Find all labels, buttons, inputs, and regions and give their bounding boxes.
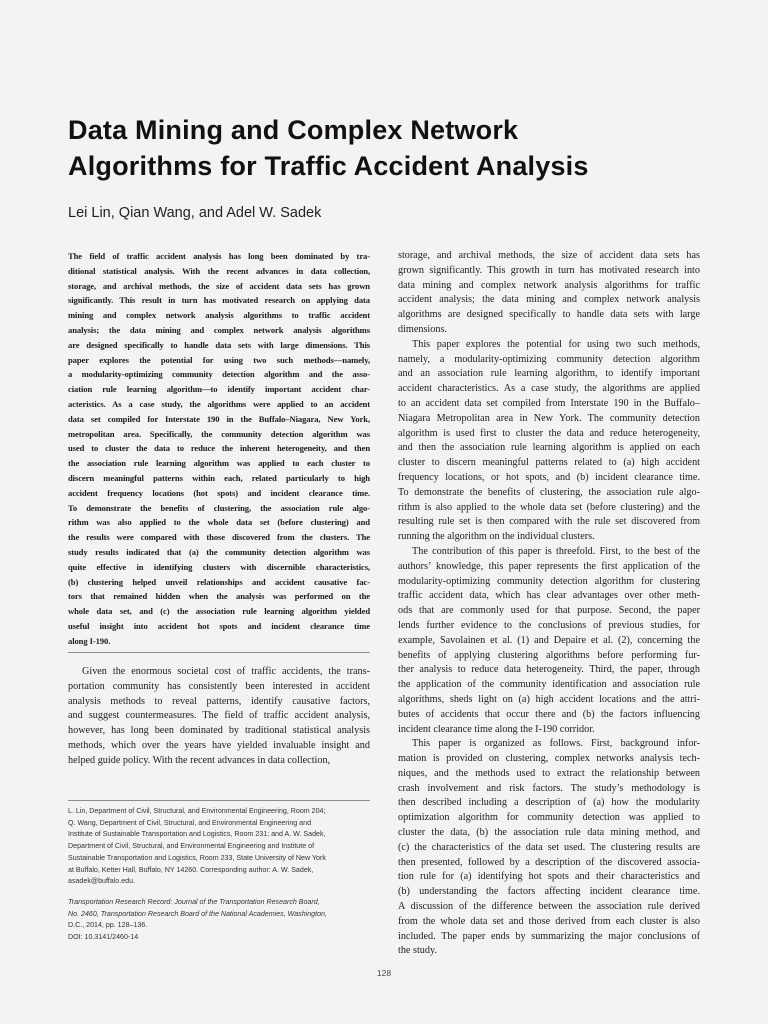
- intro-line: Given the enormous societal cost of traffic accidents, the trans-: [82, 666, 370, 677]
- body-line: The contribution of this paper is threefold. First, to the best of the: [412, 545, 700, 557]
- body-line: accident analysis; the data mining and complex network analysis: [398, 294, 700, 306]
- body-line: crash involvement and risk factors. The study’s methodology is: [398, 782, 700, 794]
- body-line: example, Savolainen et al. (1) and Depaire et al. (2), concerning the: [398, 634, 700, 646]
- body-line: benefits of applying clustering algorithms before performing fur-: [398, 649, 700, 661]
- paper-title: [68, 112, 708, 184]
- body-line: the application of the community identification and association rule: [398, 679, 700, 691]
- body-line: incident clearance time along the I-190 corridor.: [398, 723, 595, 735]
- body-line: (c) the characteristics of the data set used. The clustering results are: [398, 841, 700, 853]
- abstract-line: significantly. This result in turn has motivated research on applying data: [68, 295, 370, 306]
- abstract-line: metropolitan area. Specifically, the community detection algorithm was: [68, 428, 370, 439]
- body-line: algorithms are designed specifically to handle data sets with large: [398, 309, 700, 321]
- body-line: This paper explores the potential for using two such methods,: [412, 338, 700, 350]
- intro-line: helped guide policy. With the recent advances in data collection,: [68, 754, 331, 766]
- body-line: dimensions.: [398, 323, 447, 335]
- publication-line: DOI: 10.3141/2460-14: [68, 933, 139, 942]
- body-line: accident characteristics. As a case study, the algorithms are applied: [398, 383, 700, 395]
- body-line: the study.: [398, 945, 437, 957]
- publication-line: No. 2460, Transportation Research Board of the National Academies, Washington,: [68, 909, 327, 918]
- body-line: frequency locations, or hot spots, and (b) incident clearance time.: [398, 471, 700, 483]
- intro-line: analysis methods to reveal patterns, identify causative factors,: [68, 695, 370, 707]
- body-line: authors’ knowledge, this paper represents the first application of the: [398, 560, 700, 572]
- body-line: Niagara Metropolitan area in New York. The community detection: [398, 412, 700, 424]
- body-line: storage, and archival methods, the size of accident data sets has: [398, 250, 700, 261]
- footnote-line: Department of Civil, Structural, and Environmental Engineering and Institute of: [68, 842, 315, 851]
- footnote-line: L. Lin, Department of Civil, Structural, and Environmental Engineering, Room 204;: [68, 807, 326, 815]
- title-line: Algorithms for Traffic Accident Analysis: [68, 151, 589, 181]
- abstract-line: (b) clustering helped unveil relationships and accident causative fac-: [68, 576, 370, 587]
- page-number: 128: [376, 968, 392, 978]
- abstract-line: whole data set, and (c) the association rule learning algorithm yielded: [68, 606, 370, 617]
- abstract-line: a modularity-optimizing community detection algorithm and the asso-: [68, 369, 370, 380]
- abstract-line: mining and complex network analysis algorithms to traffic accident: [68, 310, 370, 321]
- footnote-divider: [68, 800, 370, 801]
- body-line: data mining and complex network analysis algorithms for traffic: [398, 279, 700, 291]
- abstract-line: tors that remained hidden when the analysis was performed on the: [68, 591, 370, 602]
- abstract-line: analysis; the data mining and complex network analysis algorithms: [68, 324, 370, 335]
- body-line: optimization algorithm for community detection was applied to: [398, 812, 700, 824]
- footnote-line: asadek@buffalo.edu.: [68, 877, 136, 886]
- body-line: then presented, followed by a description of the discovered associa-: [398, 856, 700, 868]
- body-line: mation is provided on clustering, complex networks analysis tech-: [398, 753, 700, 765]
- abstract: [68, 249, 370, 649]
- abstract-line: the results were compared with those discovered from the clusters. The: [68, 532, 370, 543]
- abstract-line: rithm was also applied to the whole data set (before clustering) and: [68, 517, 370, 528]
- body-line: ther analysis to reduce data heterogeneity. Third, the paper, through: [398, 664, 700, 676]
- abstract-line: useful insight into accident hot spots and incident clearance time: [68, 620, 370, 631]
- footnote-line: at Buffalo, Ketter Hall, Buffalo, NY 14260. Corresponding author: A. W. Sadek,: [68, 865, 314, 874]
- body-line: algorithms, sheds light on (a) high accident locations and the attri-: [398, 693, 700, 705]
- abstract-line: are designed specifically to handle data sets with large dimensions. This: [68, 339, 370, 350]
- abstract-line: study results indicated that (a) the community detection algorithm was: [68, 546, 370, 557]
- body-right-column: [398, 249, 700, 959]
- body-line: modularity-optimizing community detection algorithm for clustering: [398, 575, 700, 587]
- intro-line: and suggest countermeasures. The field of traffic accident analysis,: [68, 710, 370, 722]
- footnote-line: Institute of Sustainable Transportation and Logistics, Room 231; and A. W. Sadek,: [68, 830, 326, 839]
- body-line: tion rule for (a) identifying hot spots and their characteristics and: [398, 871, 700, 883]
- body-line: ods that are commonly used for that purpose. Second, the paper: [398, 605, 700, 617]
- body-line: then described including a description of (a) how the modularity: [398, 797, 700, 809]
- intro-line: however, has long been dominated by traditional statistical analysis: [68, 725, 370, 737]
- abstract-line: the association rule learning algorithm was applied to each cluster to: [68, 458, 370, 469]
- body-line: from the whole data set and those derived from each cluster is also: [398, 915, 700, 927]
- body-line: to an accident data set compiled from Interstate 190 in the Buffalo–: [398, 397, 700, 409]
- abstract-line: quite effective in identifying clusters with discernible characteristics,: [68, 561, 370, 572]
- footnote-line: Sustainable Transportation and Logistics, Room 233, State University of New York: [68, 853, 326, 862]
- abstract-line: paper explores the potential for using two such methods—namely,: [68, 354, 370, 365]
- intro-line: methods, which over the years have yielded invaluable insight and: [68, 739, 370, 751]
- abstract-line: storage, and archival methods, the size of accident data sets has grown: [68, 280, 370, 291]
- body-line: namely, a modularity-optimizing community detection algorithm: [398, 353, 700, 365]
- intro-line: portation community has consistently been interested in accident: [68, 680, 370, 692]
- body-line: traffic accident data, which has clear advantages over other meth-: [398, 590, 700, 602]
- body-line: To demonstrate the benefits of clustering, the association rule algo-: [398, 486, 700, 498]
- body-line: niques, and the methods used to extract the relationship between: [398, 767, 700, 779]
- body-line: cluster to discern meaningful patterns related to (a) high accident: [398, 457, 700, 469]
- body-line: running the algorithm on the individual clusters.: [398, 531, 595, 543]
- body-line: (b) understanding the factors affecting incident clearance time.: [398, 886, 700, 898]
- abstract-line: ditional statistical analysis. With the recent advances in data collection,: [68, 265, 370, 276]
- abstract-line: along I-190.: [68, 635, 111, 646]
- body-line: A discussion of the difference between the association rule derived: [398, 901, 700, 913]
- abstract-line: data set compiled for Interstate 190 in the Buffalo–Niagara, New York,: [68, 413, 370, 424]
- body-line: algorithm is used first to cluster the data and reduce heterogeneity,: [398, 427, 700, 439]
- body-line: cluster the data, (b) the association rule data mining method, and: [398, 827, 700, 839]
- introduction-text: [68, 665, 370, 769]
- abstract-line: To demonstrate the benefits of clustering, the association rule algo-: [68, 502, 370, 513]
- abstract-line: used to cluster the data to reduce the inherent heterogeneity, and then: [68, 443, 370, 454]
- abstract-line: discern meaningful patterns within each, related particularly to high: [68, 472, 370, 483]
- body-line: This paper is organized as follows. First, background infor-: [412, 738, 700, 750]
- body-line: included. The paper ends by summarizing the major conclusions of: [398, 930, 700, 942]
- body-line: resulting rule set is then compared with the rule set discovered from: [398, 516, 700, 528]
- author-affiliations-footnote: [68, 806, 370, 888]
- publication-line: D.C., 2014, pp. 128–136.: [68, 921, 148, 930]
- publication-info: [68, 897, 370, 944]
- author-list: Lei Lin, Qian Wang, and Adel W. Sadek: [68, 205, 322, 221]
- abstract-divider: [68, 652, 370, 653]
- body-line: butes of accidents that occur there and (b) the factors influencing: [398, 708, 700, 720]
- body-line: grown significantly. This growth in turn has motivated research into: [398, 264, 700, 276]
- publication-line: Transportation Research Record: Journal of the Transportation Research Board,: [68, 898, 320, 906]
- abstract-line: acteristics. As a case study, the algorithms were applied to an accident: [68, 398, 370, 409]
- abstract-line: accident frequency locations (hot spots) and incident clearance time.: [68, 487, 370, 498]
- body-line: lends further evidence to the conclusions of previous studies, for: [398, 619, 700, 631]
- abstract-line: ciation rule learning algorithm—to identify important accident char-: [68, 384, 370, 395]
- body-line: and then the association rule learning algorithm is applied on each: [398, 442, 700, 454]
- footnote-line: Q. Wang, Department of Civil, Structural, and Environmental Engineering and: [68, 818, 312, 827]
- body-line: and an association rule learning algorithm, to identify important: [398, 368, 700, 380]
- body-line: rithm is also applied to the whole data set (before clustering) and the: [398, 501, 700, 513]
- abstract-line: The field of traffic accident analysis has long been dominated by tra-: [68, 251, 370, 261]
- title-line: Data Mining and Complex Network: [68, 115, 519, 145]
